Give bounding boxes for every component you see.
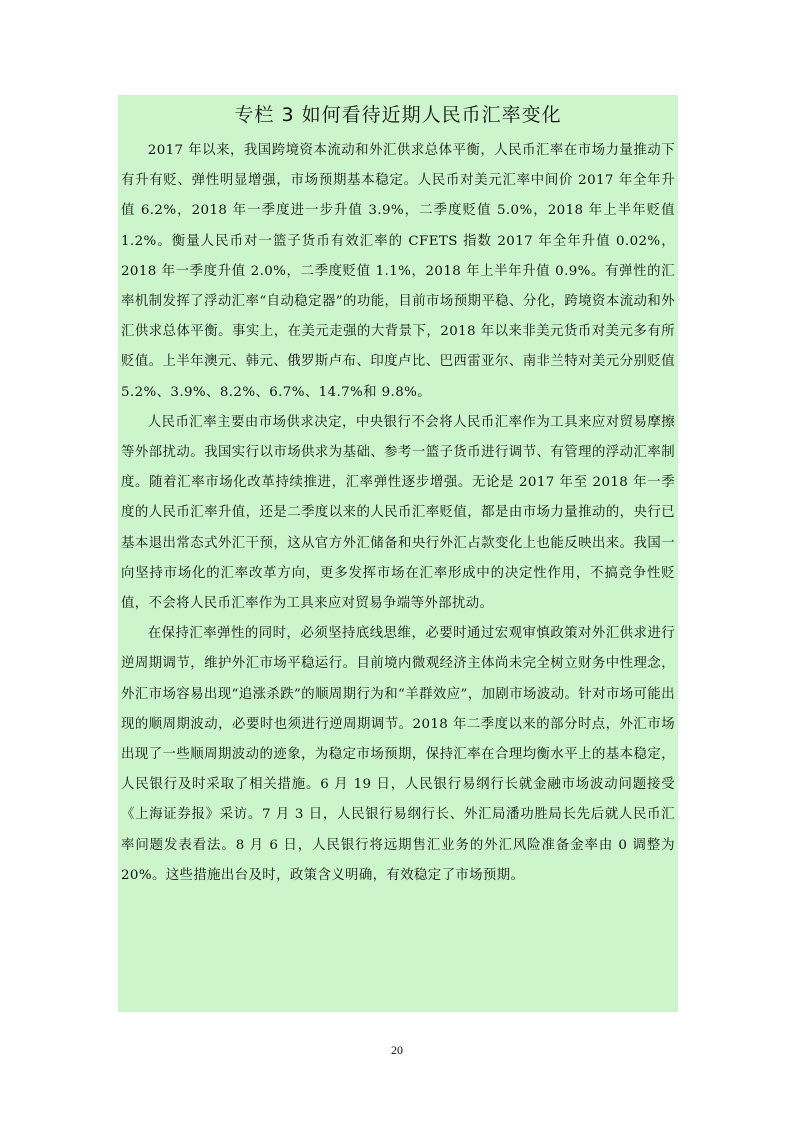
paragraph-1: 2017 年以来，我国跨境资本流动和外汇供求总体平衡，人民币汇率在市场力量推动下有升有贬、弹性明显增强，市场预期基本稳定。人民币对美元汇率中间价 2017 年全年升值 6.2%，2018 年一季度进一步升值 3.9%，二季度贬值 5.0%，2018 年上半年贬值 1.2%。衡量人民币对一篮子货币有效汇率的 CFETS 指数 2017 年全年升值 0.02%，2018 年一季度升值 2.0%，二季度贬值 1.1%，2018 年上半年升值 0.9%。有弹性的汇率机制发挥了浮动汇率“自动稳定器”的功能，目前市场预期平稳、分化，跨境资本流动和外汇供求总体平衡。事实上，在美元走强的大背景下，2018 年以来非美元货币对美元多有所贬值。上半年澳元、韩元、俄罗斯卢布、印度卢比、巴西雷亚尔、南非兰特对美元分别贬值 5.2%、3.9%、8.2%、6.7%、14.7%和 9.8%。 [121,143,675,400]
paragraph-2: 人民币汇率主要由市场供求决定，中央银行不会将人民币汇率作为工具来应对贸易摩擦等外部扰动。我国实行以市场供求为基础、参考一篮子货币进行调节、有管理的浮动汇率制度。随着汇率市场化改革持续推进，汇率弹性逐步增强。无论是 2017 年至 2018 年一季度的人民币汇率升值，还是二季度以来的人民币汇率贬值，都是由市场力量推动的，央行已基本退出常态式外汇干预，这从官方外汇储备和央行外汇占款变化上也能反映出来。我国一向坚持市场化的汇率改革方向，更多发挥市场在汇率形成中的决定性作用，不搞竞争性贬值，不会将人民币汇率作为工具来应对贸易争端等外部扰动。 [121,414,675,612]
box-title: 专栏 3 如何看待近期人民币汇率变化 [234,104,562,126]
column-box [118,95,678,1012]
page-number: 20 [391,1043,403,1057]
paragraph-3: 在保持汇率弹性的同时，必须坚持底线思维，必要时通过宏观审慎政策对外汇供求进行逆周期调节，维护外汇市场平稳运行。目前境内微观经济主体尚未完全树立财务中性理念，外汇市场容易出现“追涨杀跌”的顺周期行为和“羊群效应”，加剧市场波动。针对市场可能出现的顺周期波动，必要时也须进行逆周期调节。2018 年二季度以来的部分时点，外汇市场出现了一些顺周期波动的迹象，为稳定市场预期，保持汇率在合理均衡水平上的基本稳定，人民银行及时采取了相关措施。6 月 19 日，人民银行易纲行长就金融市场波动问题接受《上海证券报》采访。7 月 3 日，人民银行易纲行长、外汇局潘功胜局长先后就人民币汇率问题发表看法。8 月 6 日，人民银行将远期售汇业务的外汇风险准备金率由 0 调整为 20%。这些措施出台及时，政策含义明确，有效稳定了市场预期。 [121,626,675,883]
